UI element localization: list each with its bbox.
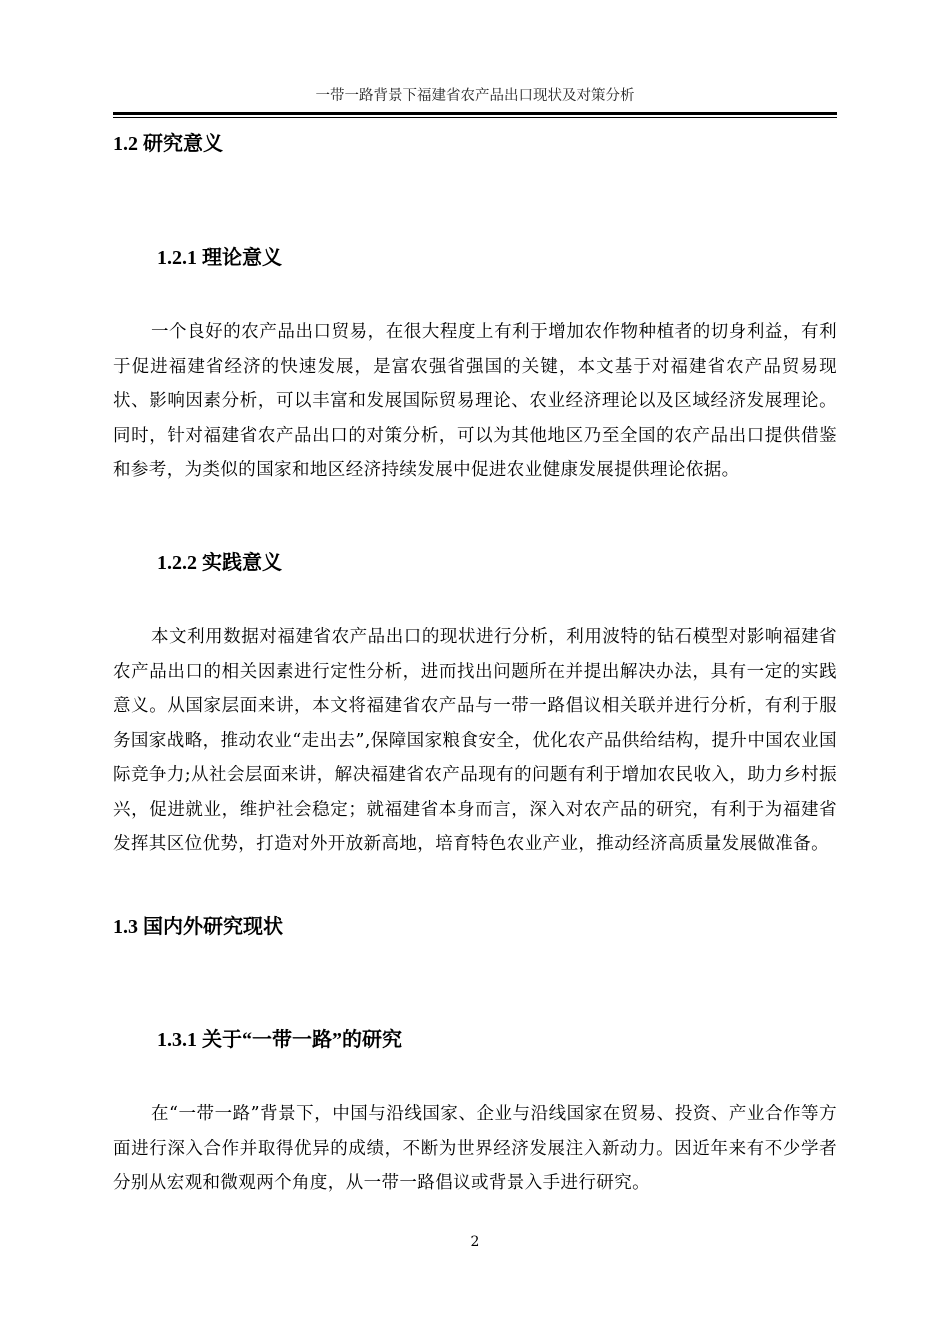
section-heading-1-3-1: 1.3.1 关于“一带一路”的研究 [157, 1029, 402, 1051]
page-number: 2 [470, 1234, 480, 1250]
section-heading-1-2-2: 1.2.2 实践意义 [157, 552, 282, 574]
section-heading-1-2-1: 1.2.1 理论意义 [157, 247, 282, 269]
section-heading-1-3: 1.3 国内外研究现状 [113, 916, 283, 938]
running-header: 一带一路背景下福建省农产品出口现状及对策分析 [315, 88, 635, 104]
header-rule-thin [113, 117, 837, 118]
paragraph-theoretical-significance: 一个良好的农产品出口贸易，在很大程度上有利于增加农作物种植者的切身利益，有利于促进福建省经济的快速发展，是富农强省强国的关键，本文基于对福建省农产品贸易现状、影响因素分析，可以丰富和发展国际贸易理论、农业经济理论以及区域经济发展理论。同时，针对福建省农产品出口的对策分析，可以为其他地区乃至全国的农产品出口提供借鉴和参考，为类似的国家和地区经济持续发展中促进农业健康发展提供理论依据。 [113, 322, 837, 480]
paragraph-practical-significance: 本文利用数据对福建省农产品出口的现状进行分析，利用波特的钻石模型对影响福建省农产品出口的相关因素进行定性分析，进而找出问题所在并提出解决办法，具有一定的实践意义。从国家层面来讲，本文将福建省农产品与一带一路倡议相关联并进行分析，有利于服务国家战略，推动农业“走出去”,保障国家粮食安全，优化农产品供给结构，提升中国农业国际竞争力;从社会层面来讲，解决福建省农产品现有的问题有利于增加农民收入，助力乡村振兴，促进就业，维护社会稳定；就福建省本身而言，深入对农产品的研究，有利于为福建省发挥其区位优势，打造对外开放新高地，培育特色农业产业，推动经济高质量发展做准备。 [113, 627, 837, 854]
header-rule [113, 112, 837, 115]
section-heading-1-2: 1.2 研究意义 [113, 133, 223, 155]
paragraph-belt-and-road-research: 在“一带一路”背景下，中国与沿线国家、企业与沿线国家在贸易、投资、产业合作等方面进行深入合作并取得优异的成绩，不断为世界经济发展注入新动力。因近年来有不少学者分别从宏观和微观两个角度，从一带一路倡议或背景入手进行研究。 [113, 1104, 837, 1193]
